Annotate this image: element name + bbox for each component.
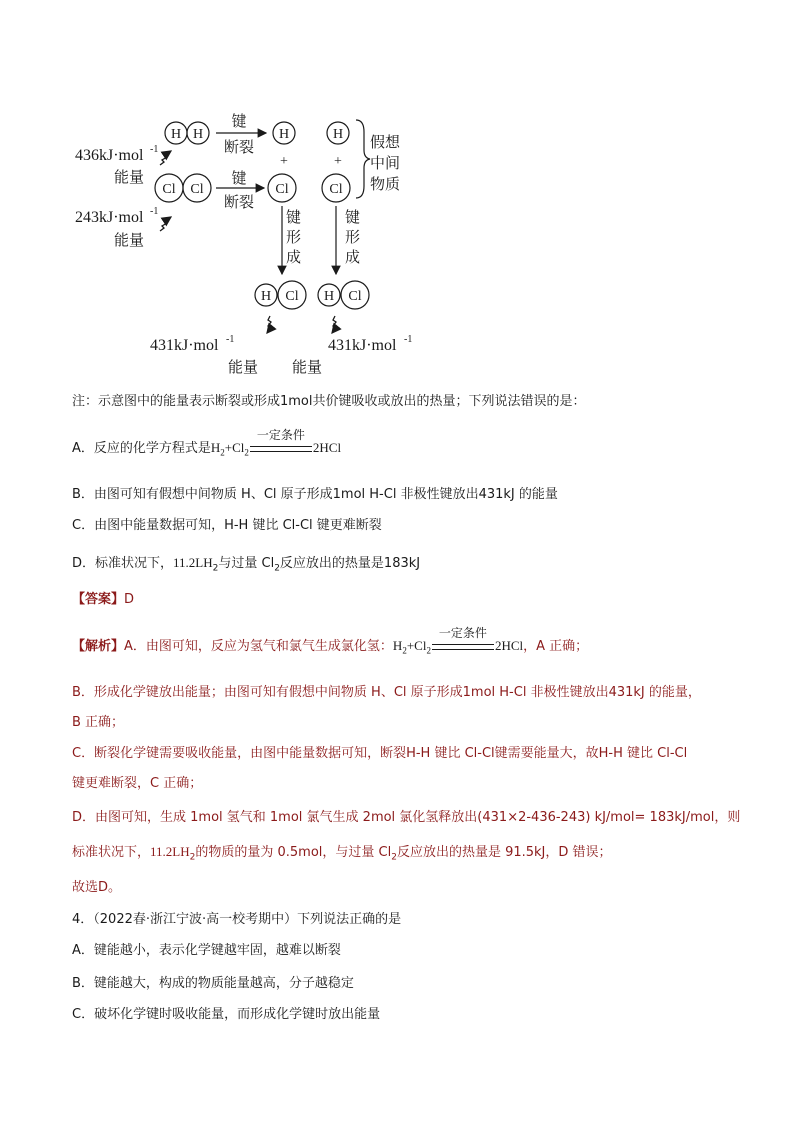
energy-label: 能量: [114, 233, 145, 249]
cl2-molecule: [155, 174, 211, 202]
svg-text:Cl: Cl: [285, 289, 299, 304]
form-label: 键: [345, 210, 361, 226]
energy-arrow-in: [160, 151, 171, 165]
hypothetical-label: 假想: [370, 135, 401, 151]
svg-text:H: H: [260, 289, 272, 304]
break-label: 键: [231, 171, 247, 187]
atom-h: H: [332, 127, 344, 142]
option-b: B．由图可知有假想中间物质 H、Cl 原子形成1mol H-Cl 非极性键放出431kJ 的能量: [72, 487, 558, 502]
svg-text:成: 成: [345, 250, 361, 266]
hypothetical-label: 中间: [370, 156, 401, 172]
energy-value: 243kJ·mol: [75, 209, 144, 226]
atom-cl: Cl: [329, 182, 343, 197]
energy-arrow-in: [160, 217, 171, 231]
answer: 【答案】D: [72, 592, 135, 607]
analysis-d-line1: D．由图可知，生成 1mol 氢气和 1mol 氯气生成 2mol 氯化氢释放出(431×2-436-243) kJ/mol= 183kJ/mol，则: [72, 810, 741, 825]
reaction-condition: 一定条件: [431, 637, 495, 657]
option-a: A．反应的化学方程式是$H_2+Cl_2$ 一定条件 2HCl: [72, 428, 342, 458]
reaction-condition: 一定条件: [249, 439, 313, 459]
energy-value: 436kJ·mol: [75, 147, 144, 164]
plus-sign: +: [334, 154, 342, 169]
question4-stem: 4．（2022春·浙江宁波·高一校考期中）下列说法正确的是: [72, 912, 402, 927]
option-c: C．由图中能量数据可知，H-H 键比 Cl-Cl 键更难断裂: [72, 518, 382, 533]
atom-cl: Cl: [190, 182, 204, 197]
energy-label: 能量: [292, 360, 323, 376]
atom-cl: Cl: [162, 182, 176, 197]
analysis-conclusion: 故选D。: [72, 880, 122, 895]
question4-option-a: A．键能越小，表示化学键越牢固，越难以断裂: [72, 943, 341, 958]
hcl-molecule: [255, 281, 306, 309]
form-label: 键: [286, 210, 302, 226]
energy-label: 能量: [114, 170, 145, 186]
break-label: 键: [231, 114, 247, 130]
svg-text:-1: -1: [404, 334, 413, 345]
svg-text:-1: -1: [150, 206, 159, 217]
svg-text:H: H: [323, 289, 335, 304]
brace: [356, 120, 370, 198]
hypothetical-label: 物质: [370, 177, 401, 193]
analysis-c-line1: C．断裂化学键需要吸收能量，由图中能量数据可知，断裂H-H 键比 Cl-Cl键需要能量大，故H-H 键比 Cl-Cl: [72, 746, 688, 761]
svg-text:-1: -1: [150, 144, 159, 155]
svg-text:Cl: Cl: [348, 289, 362, 304]
atom-h: H: [278, 127, 290, 142]
analysis-c-line2: 键更难断裂，C 正确；: [72, 776, 203, 791]
break-label: 断裂: [223, 140, 255, 156]
atom-h: H: [170, 127, 182, 142]
question4-option-c: C．破坏化学键时吸收能量，而形成化学键时放出能量: [72, 1007, 381, 1022]
analysis-b-line1: B．形成化学键放出能量；由图可知有假想中间物质 H、Cl 原子形成1mol H-Cl 非极性键放出431kJ 的能量，: [72, 685, 701, 700]
analysis-d-line2: 标准状况下，$11.2LH_2$的物质的量为 0.5mol，与过量 $Cl_2$反应放出的热量是 91.5kJ，D 错误；: [72, 844, 612, 863]
break-label: 断裂: [223, 195, 255, 211]
svg-text:形: 形: [345, 230, 361, 246]
question4-option-b: B．键能越大，构成的物质能量越高，分子越稳定: [72, 976, 354, 991]
energy-arrow-out: [332, 316, 336, 333]
energy-arrow-out: [267, 316, 271, 333]
energy-value: 431kJ·mol: [328, 337, 397, 354]
energy-label: 能量: [228, 360, 259, 376]
svg-text:形: 形: [286, 230, 302, 246]
analysis-b-line2: B 正确；: [72, 715, 125, 730]
option-d: D．标准状况下，$11.2LH_2$与过量 $Cl_2$反应放出的热量是183kJ: [72, 555, 421, 574]
svg-text:-1: -1: [226, 334, 235, 345]
plus-sign: +: [280, 154, 288, 169]
bond-energy-diagram: [0, 0, 794, 390]
h2-molecule: [165, 122, 209, 144]
analysis-a: 【解析】A．由图可知，反应为氢气和氯气生成氯化氢：$H_2+Cl_2$ 一定条件 2HCl，A 正确；: [72, 626, 589, 656]
hcl-molecule: [318, 281, 369, 309]
atom-h: H: [192, 127, 204, 142]
atom-cl: Cl: [275, 182, 289, 197]
svg-text:成: 成: [286, 250, 302, 266]
energy-value: 431kJ·mol: [150, 337, 219, 354]
note-text: 注：示意图中的能量表示断裂或形成1mol共价键吸收或放出的热量；下列说法错误的是：: [72, 394, 586, 409]
